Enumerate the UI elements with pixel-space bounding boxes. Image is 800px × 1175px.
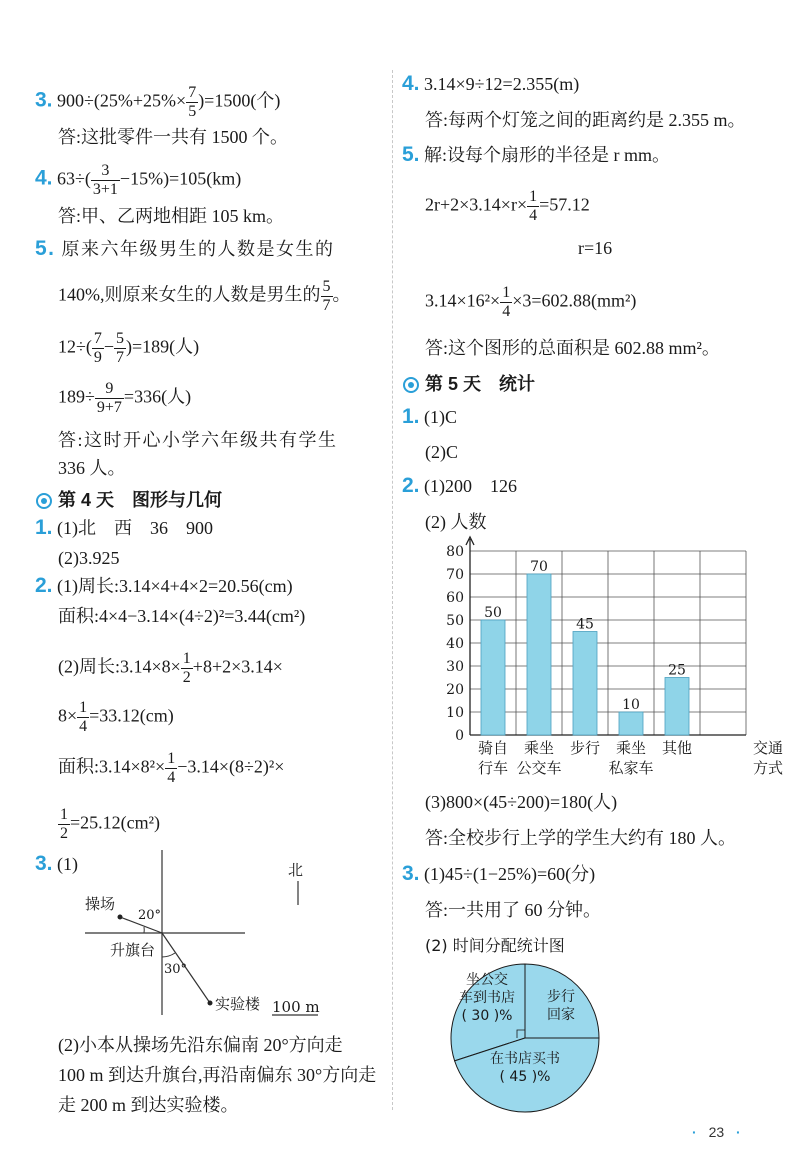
question-number: 3. (35, 88, 53, 112)
fraction-denominator: 7 (322, 297, 331, 314)
y-tick-label: 80 (446, 544, 464, 560)
equation-text: (1)周长:3.14×4+4×2=20.56(cm) (57, 576, 293, 596)
question-number: 1. (35, 516, 53, 539)
answer-text: 走 200 m 到达实验楼。 (58, 1095, 239, 1115)
x-category-label: 行车 (477, 759, 509, 777)
left-q5-line2 (58, 278, 351, 315)
bar (665, 678, 689, 736)
equation-line: r=16 (578, 238, 613, 258)
x-category-label: 公交车 (516, 759, 562, 777)
chart-caption: (2) 人数 (425, 512, 487, 532)
question-text: 140%,则原来女生的人数是男生的 (58, 284, 321, 305)
question-number: 4. (402, 72, 420, 95)
solution-text: 解:设每个扇形的半径是 r mm。 (424, 145, 671, 165)
bar-value-label: 10 (622, 697, 640, 713)
fraction-numerator: 1 (502, 284, 511, 301)
y-tick-label: 10 (446, 705, 464, 721)
equation-text: )=1500(个) (198, 90, 281, 111)
playground-point (118, 915, 123, 920)
equation-text: +8+2×3.14× (192, 656, 283, 677)
equation-text: 面积:3.14×8²× (58, 756, 166, 777)
question-number: 2. (402, 474, 420, 497)
equation-text: 12÷( (58, 336, 92, 357)
bar-value-label: 45 (576, 616, 594, 633)
page-number (692, 1124, 741, 1140)
pie-slice-label: ( 30 )% (461, 1008, 513, 1024)
equation-text: 900÷(25%+25%× (57, 90, 187, 111)
section-title-day4 (36, 486, 222, 512)
d4-q1-line (35, 516, 213, 540)
bar (527, 574, 551, 735)
equation-line (425, 188, 590, 225)
equation-line (58, 380, 191, 417)
equation-text: 3.14×9÷12=2.355(m) (424, 74, 580, 94)
equation-text: 63÷( (57, 168, 91, 189)
fraction-numerator: 3 (91, 162, 120, 181)
y-tick-label: 30 (446, 659, 464, 675)
equation-text: (2)周长:3.14×8× (58, 656, 181, 677)
equation-text: =57.12 (539, 194, 590, 215)
fraction-numerator: 7 (93, 330, 102, 347)
equation-line (58, 806, 160, 843)
north-label: 北 (288, 861, 304, 879)
fraction-denominator: 2 (60, 825, 68, 842)
equation-line (58, 330, 199, 367)
fraction (527, 188, 539, 225)
answer-text: 答:每两个灯笼之间的距离约是 2.355 m。 (425, 110, 746, 130)
fraction-denominator: 3+1 (92, 181, 118, 198)
equation-line (425, 284, 636, 321)
answer-text: 100 m 到达升旗台,再沿南偏东 30°方向走 (58, 1065, 377, 1085)
section-title-text: 第 5 天 统计 (425, 374, 536, 394)
answer-text: 336 人。 (58, 458, 126, 478)
fraction-denominator: 5 (188, 103, 197, 120)
equation-text: −15%)=105(km) (119, 168, 242, 189)
answer-text: 答:全校步行上学的学生大约有 180 人。 (425, 828, 736, 848)
page-number-text: 23 (708, 1124, 725, 1140)
fraction-numerator: 9 (95, 380, 124, 399)
fraction-numerator: 1 (529, 188, 538, 205)
bar-value-label: 70 (530, 559, 548, 575)
equation-text: 8× (58, 705, 78, 726)
left-q5-line1 (35, 237, 335, 261)
pie-slice-label: 回家 (547, 1007, 575, 1023)
section-title-day5 (403, 370, 535, 396)
question-text: 。 (332, 284, 351, 305)
page-dot: · (692, 1124, 697, 1140)
fraction (181, 650, 193, 687)
question-text: (1) (57, 854, 79, 874)
scale-label: 100 m (272, 998, 320, 1016)
right-q5-line (402, 143, 670, 167)
fraction (186, 84, 198, 121)
equation-line (58, 750, 284, 787)
fraction-denominator: 2 (182, 669, 191, 686)
fraction (91, 162, 120, 199)
fraction-denominator: 4 (529, 207, 538, 224)
question-number: 5. (402, 143, 420, 166)
direction-map-diagram (60, 845, 360, 1025)
y-tick-label: 20 (446, 682, 464, 698)
fraction (92, 330, 104, 367)
answer-text: (2)小本从操场先沿东偏南 20°方向走 (58, 1035, 343, 1055)
y-tick-label: 70 (446, 567, 464, 583)
page-dot: · (736, 1124, 741, 1140)
answer-text: 答:这批零件一共有 1500 个。 (58, 127, 288, 147)
pie-slice-label: 步行 (547, 989, 575, 1005)
x-category-label: 乘坐 (523, 739, 555, 757)
right-q4-line (402, 72, 579, 96)
answer-text: (2)C (425, 442, 458, 462)
section-title-text: 第 4 天 图形与几何 (58, 490, 223, 510)
fraction (321, 278, 333, 315)
equation-line: (3)800×(45÷200)=180(人) (425, 792, 618, 812)
equation-text: =25.12(cm²) (70, 812, 161, 833)
equation-line: 面积:4×4−3.14×(4÷2)²=3.44(cm²) (58, 606, 306, 626)
bar (619, 712, 643, 735)
answer-text: 答:一共用了 60 分钟。 (425, 900, 602, 920)
fraction-numerator: 5 (116, 330, 125, 347)
fraction (165, 750, 177, 787)
equation-text: − (103, 336, 115, 357)
column-divider (392, 70, 393, 1110)
answer-text: (2)3.925 (58, 548, 120, 568)
pie-chart (445, 958, 615, 1123)
answer-text: (1)北 西 36 900 (57, 518, 214, 538)
pie-chart-caption: (2) 时间分配统计图 (425, 936, 565, 955)
equation-text: −3.14×(8÷2)²× (177, 756, 285, 777)
fraction-denominator: 4 (502, 303, 511, 320)
angle-label-30: 30° (164, 962, 188, 977)
fraction (500, 284, 512, 321)
x-category-label: 私家车 (608, 759, 654, 777)
equation-text: 3.14×16²× (425, 290, 501, 311)
answer-text: (1)C (424, 407, 458, 427)
d5-q1-line (402, 405, 457, 429)
question-number: 4. (35, 166, 53, 190)
equation-text: =33.12(cm) (89, 705, 174, 726)
fraction-denominator: 7 (116, 349, 125, 366)
answer-text: 答:这时开心小学六年级共有学生 (58, 430, 338, 450)
equation-text: =336(人) (123, 386, 192, 407)
fraction-numerator: 1 (182, 650, 191, 667)
question-number: 2. (35, 574, 53, 597)
fraction (58, 806, 70, 843)
bar-value-label: 25 (668, 662, 686, 679)
x-category-label: 步行 (569, 739, 601, 757)
answer-text: (1)200 126 (424, 476, 518, 496)
equation-text: (1)45÷(1−25%)=60(分) (424, 864, 596, 884)
bar-value-label: 50 (484, 605, 502, 621)
question-number: 3. (35, 852, 53, 875)
angle-arc-30 (162, 953, 175, 957)
fraction-numerator: 5 (322, 278, 331, 295)
y-tick-label: 60 (446, 590, 464, 606)
fraction-numerator: 1 (79, 699, 88, 716)
answer-text: 答:这个图形的总面积是 602.88 mm²。 (425, 338, 720, 358)
equation-line (58, 699, 174, 736)
d5-q2-line (402, 474, 517, 498)
fraction-denominator: 4 (79, 718, 88, 735)
question-number: 5. (35, 237, 56, 260)
fraction (77, 699, 89, 736)
fraction-numerator: 1 (60, 806, 68, 823)
fraction-denominator: 9+7 (96, 399, 122, 416)
fraction-denominator: 4 (167, 769, 176, 786)
x-category-label: 乘坐 (615, 739, 647, 757)
y-tick-label: 40 (446, 636, 464, 652)
x-category-label: 骑自 (477, 739, 509, 757)
bar-chart (410, 535, 784, 785)
angle-label-20: 20° (138, 908, 162, 923)
bullet-circle-icon (36, 493, 52, 509)
question-number: 1. (402, 405, 420, 428)
left-q3-line (35, 84, 280, 121)
bar (481, 620, 505, 735)
x-axis-title: 方式 (752, 759, 784, 777)
question-text: 原来六年级男生的人数是女生的 (61, 239, 335, 259)
fraction (114, 330, 126, 367)
x-category-label: 其他 (661, 739, 693, 757)
equation-text: ×3=602.88(mm²) (512, 290, 637, 311)
equation-text: 189÷ (58, 386, 95, 407)
pie-slice-label: ( 45 )% (499, 1069, 551, 1085)
d5-q3-line (402, 862, 595, 886)
bar (573, 632, 597, 736)
equation-line (58, 650, 283, 687)
fraction-numerator: 1 (167, 750, 176, 767)
lab-label: 实验楼 (215, 995, 261, 1013)
equation-text: )=189(人) (126, 336, 200, 357)
flagpole-label: 升旗台 (110, 941, 156, 959)
left-q4-line (35, 162, 241, 199)
d4-q2-line (35, 574, 293, 598)
y-tick-label: 0 (455, 728, 464, 744)
pie-slice-label: 车到书店 (459, 990, 515, 1006)
y-tick-label: 50 (446, 613, 464, 629)
fraction-numerator: 7 (188, 84, 197, 101)
answer-text: 答:甲、乙两地相距 105 km。 (58, 206, 285, 226)
pie-slice-label: 在书店买书 (490, 1051, 560, 1067)
fraction-denominator: 9 (93, 349, 102, 366)
equation-text: 2r+2×3.14×r× (425, 194, 528, 215)
fraction (95, 380, 124, 417)
bullet-circle-icon (403, 377, 419, 393)
x-axis-title: 交通 (752, 739, 784, 757)
question-number: 3. (402, 862, 420, 885)
playground-label: 操场 (85, 895, 116, 913)
pie-slice-label: 坐公交 (466, 972, 508, 988)
lab-point (208, 1001, 213, 1006)
